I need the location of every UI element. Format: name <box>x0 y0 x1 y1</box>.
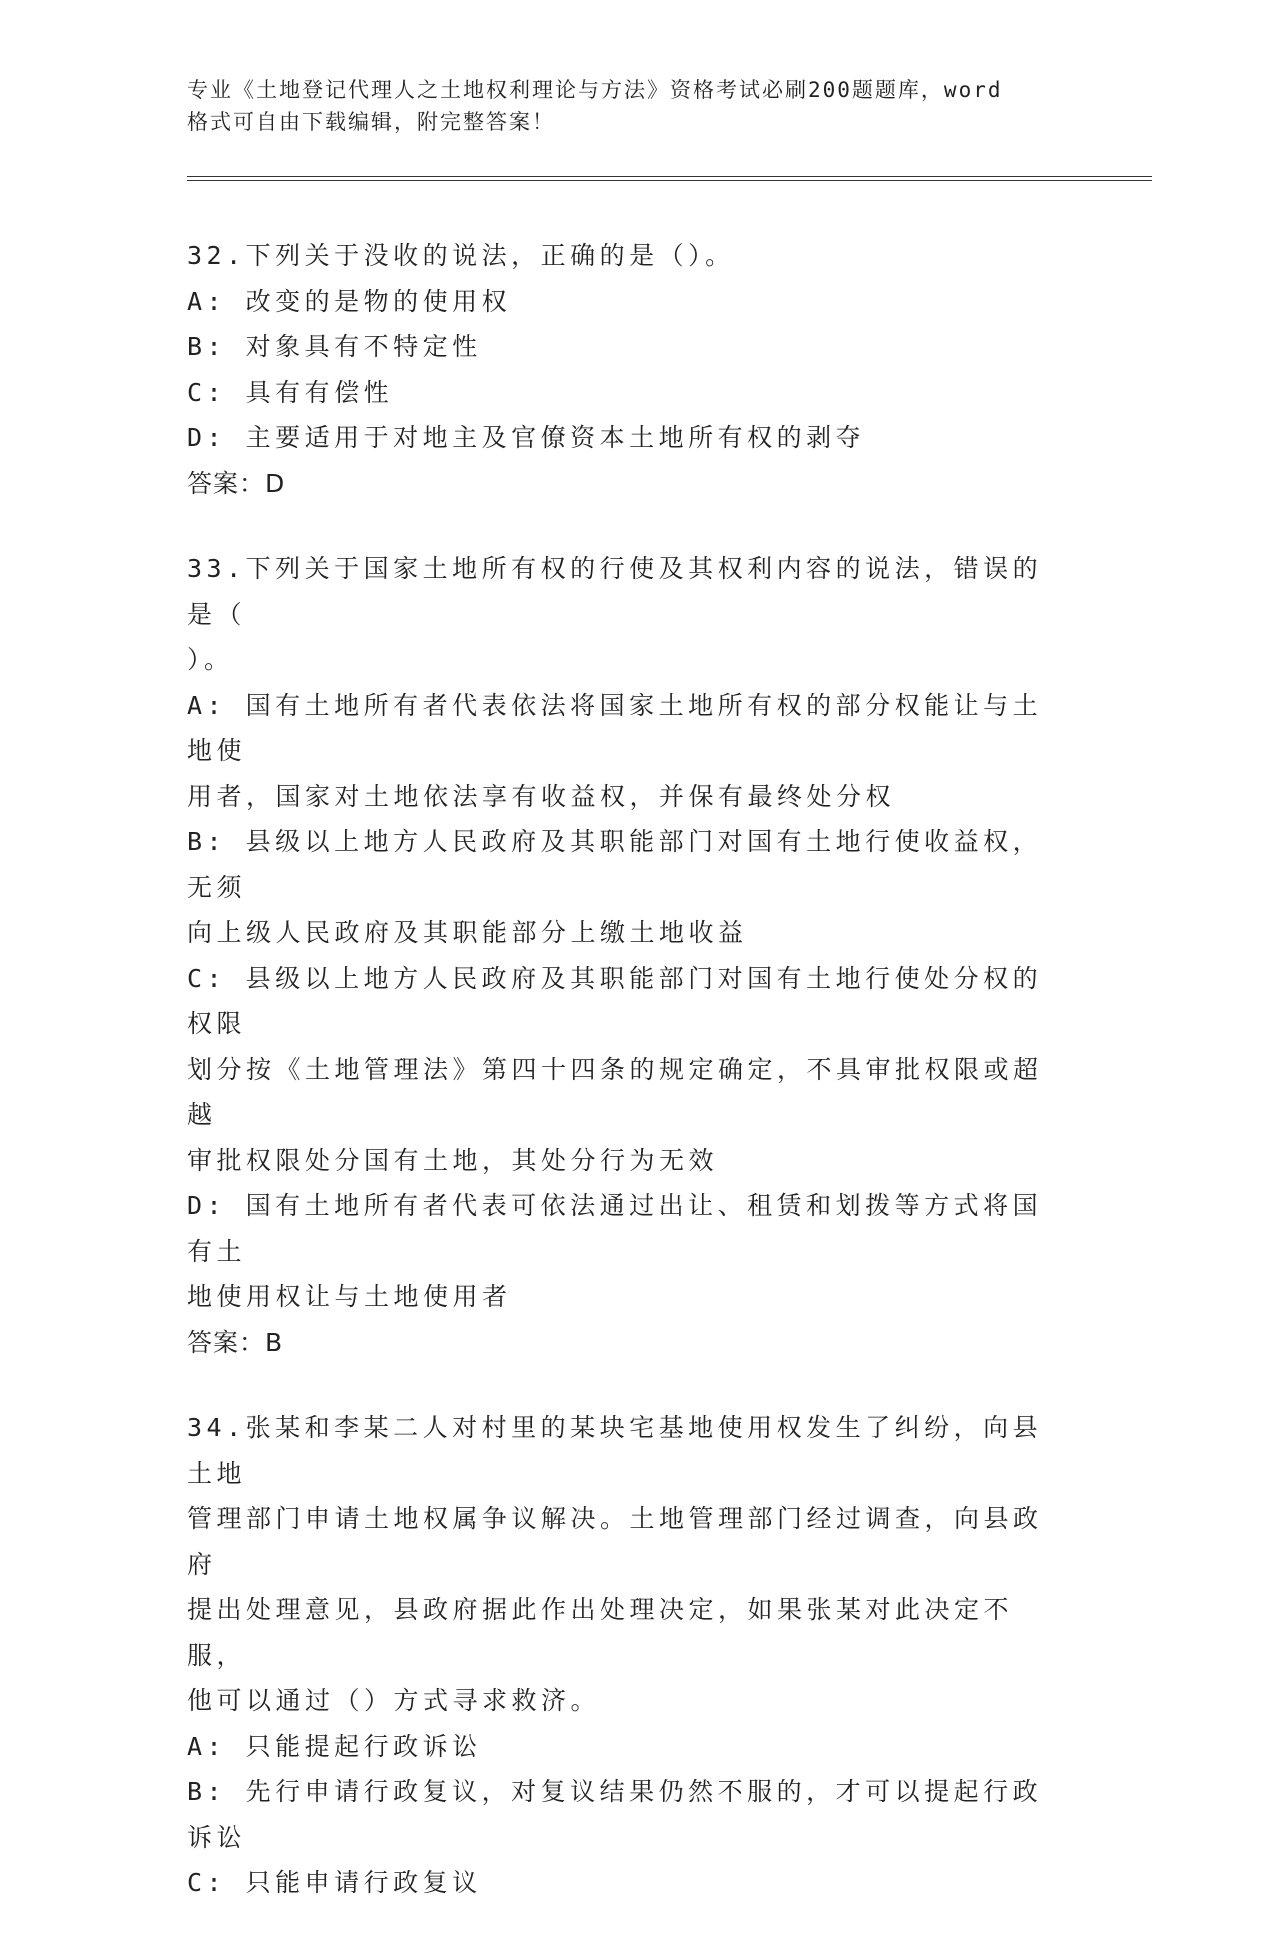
header-divider-top <box>187 176 1152 177</box>
answer-option: C: 县级以上地方人民政府及其职能部门对国有土地行使处分权的权限 <box>187 963 1043 1038</box>
answer-option: B: 对象具有不特定性 <box>187 332 482 361</box>
answer-option: C: 具有有偿性 <box>187 377 394 407</box>
question-stem: 管理部门申请土地权属争议解决。土地管理部门经过调查，向县政府 <box>187 1504 1043 1579</box>
question-list <box>187 233 1067 1946</box>
answer-option: 审批权限处分国有土地，其处分行为无效 <box>187 1145 719 1175</box>
answer-option: 划分按《土地管理法》第四十四条的规定确定，不具审批权限或超越 <box>187 1054 1043 1129</box>
answer-option: A: 只能提起行政诉讼 <box>187 1731 482 1761</box>
question-stem: 33.下列关于国家土地所有权的行使及其权利内容的说法，错误的是（ <box>187 554 1043 629</box>
answer-option: C: 只能申请行政复议 <box>187 1868 482 1897</box>
answer-option: 向上级人民政府及其职能部分上缴土地收益 <box>187 918 748 947</box>
answer-key: 答案：D <box>187 468 286 498</box>
question-stem: ）。 <box>187 645 234 674</box>
header-line-1: 专业《土地登记代理人之土地权利理论与方法》资格考试必刷200题题库，word <box>187 78 1003 102</box>
answer-option: 用者，国家对土地依法享有收益权，并保有最终处分权 <box>187 781 896 811</box>
answer-key: 答案：B <box>187 1327 284 1357</box>
question-stem: 提出处理意见，县政府据此作出处理决定，如果张某对此决定不服， <box>187 1595 1014 1670</box>
answer-option: B: 先行申请行政复议，对复议结果仍然不服的，才可以提起行政诉讼 <box>187 1777 1043 1852</box>
header-line-2: 格式可自由下载编辑，附完整答案！ <box>187 110 555 134</box>
answer-option: D: 主要适用于对地主及官僚资本土地所有权的剥夺 <box>187 423 866 452</box>
answer-option: B: 县级以上地方人民政府及其职能部门对国有土地行使收益权，无须 <box>187 827 1043 902</box>
question-stem: 他可以通过（）方式寻求救济。 <box>187 1686 601 1715</box>
answer-option: A: 国有土地所有者代表依法将国家土地所有权的部分权能让与土地使 <box>187 690 1043 765</box>
question-block <box>187 233 1067 506</box>
answer-option: D: 国有土地所有者代表可依法通过出让、租赁和划拨等方式将国有土 <box>187 1191 1043 1266</box>
answer-option: 地使用权让与土地使用者 <box>187 1282 512 1311</box>
header-divider-bottom <box>187 180 1152 181</box>
question-block <box>187 546 1067 1365</box>
question-stem: 32.下列关于没收的说法，正确的是（）。 <box>187 241 735 270</box>
question-block <box>187 1405 1067 1906</box>
question-stem: 34.张某和李某二人对村里的某块宅基地使用权发生了纠纷，向县土地 <box>187 1413 1043 1488</box>
document-header <box>187 74 1067 138</box>
answer-option: A: 改变的是物的使用权 <box>187 286 512 316</box>
